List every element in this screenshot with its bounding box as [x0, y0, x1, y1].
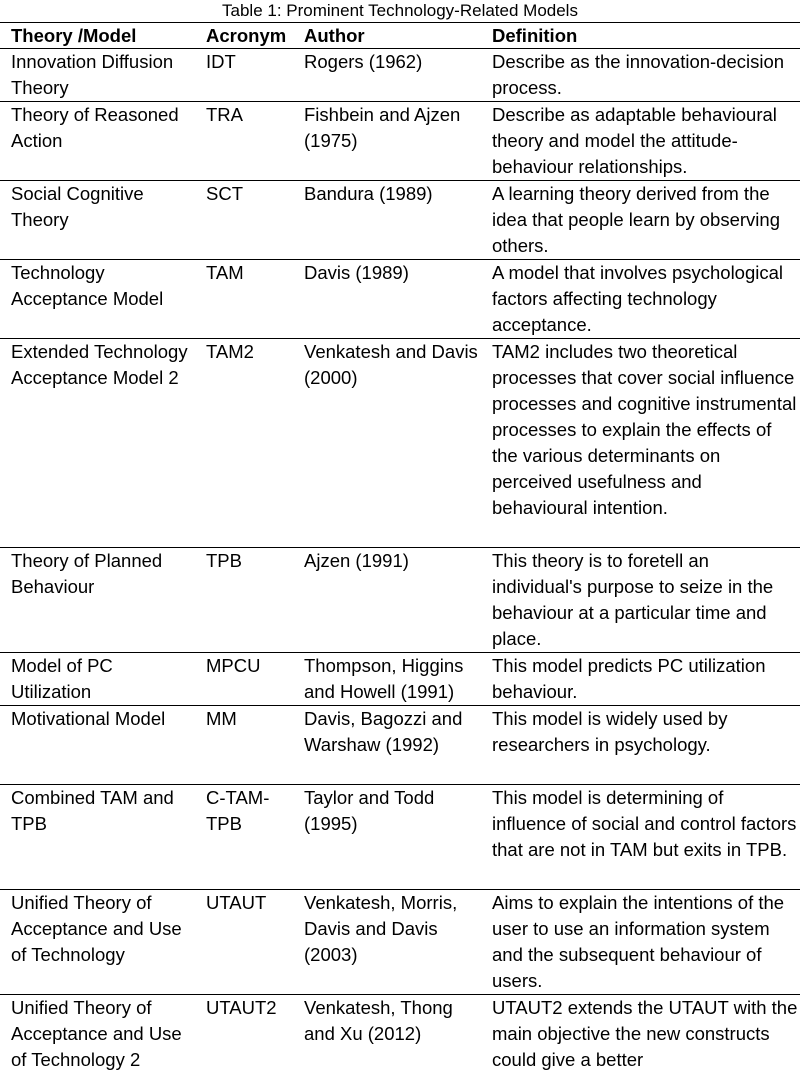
header-author: Author [294, 23, 482, 49]
cell-theory: Theory of Planned Behaviour [0, 548, 196, 653]
table-row [0, 548, 800, 653]
table-row [0, 102, 800, 181]
table-row [0, 785, 800, 890]
header-acronym: Acronym [196, 23, 294, 49]
cell-author: Fishbein and Ajzen (1975) [294, 102, 482, 181]
cell-theory: Motivational Model [0, 706, 196, 785]
cell-acronym: TPB [196, 548, 294, 653]
header-theory-model: Theory /Model [0, 23, 196, 49]
cell-acronym: TAM [196, 260, 294, 339]
cell-author: Davis, Bagozzi and Warshaw (1992) [294, 706, 482, 785]
cell-author: Ajzen (1991) [294, 548, 482, 653]
cell-theory: Theory of Reasoned Action [0, 102, 196, 181]
table-caption: Table 1: Prominent Technology-Related Models [0, 0, 800, 22]
cell-definition: UTAUT2 extends the UTAUT with the main objective the new constructs could give a better [482, 995, 800, 1073]
header-definition: Definition [482, 23, 800, 49]
cell-acronym: IDT [196, 49, 294, 102]
cell-theory: Unified Theory of Acceptance and Use of Technology 2 [0, 995, 196, 1073]
table-row [0, 890, 800, 995]
table-row [0, 181, 800, 260]
table-row [0, 260, 800, 339]
cell-author: Davis (1989) [294, 260, 482, 339]
cell-theory: Unified Theory of Acceptance and Use of Technology [0, 890, 196, 995]
cell-author: Thompson, Higgins and Howell (1991) [294, 653, 482, 706]
cell-definition: Aims to explain the intentions of the user to use an information system and the subsequent behaviour of users. [482, 890, 800, 995]
cell-author: Venkatesh, Morris, Davis and Davis (2003) [294, 890, 482, 995]
cell-acronym: TAM2 [196, 339, 294, 548]
models-table [0, 22, 800, 1073]
cell-definition: This model is widely used by researchers in psychology. [482, 706, 800, 785]
cell-author: Venkatesh, Thong and Xu (2012) [294, 995, 482, 1073]
cell-author: Venkatesh and Davis (2000) [294, 339, 482, 548]
cell-theory: Model of PC Utilization [0, 653, 196, 706]
cell-acronym: C-TAM-TPB [196, 785, 294, 890]
cell-theory: Innovation Diffusion Theory [0, 49, 196, 102]
cell-acronym: MPCU [196, 653, 294, 706]
table-header-row [0, 23, 800, 49]
cell-theory: Technology Acceptance Model [0, 260, 196, 339]
table-row [0, 706, 800, 785]
cell-theory: Social Cognitive Theory [0, 181, 196, 260]
cell-acronym: SCT [196, 181, 294, 260]
cell-author: Taylor and Todd (1995) [294, 785, 482, 890]
cell-definition: Describe as adaptable behavioural theory and model the attitude-behaviour relationships. [482, 102, 800, 181]
cell-definition: TAM2 includes two theoretical processes that cover social influence processes and cognitive instrumental processes to explain the effects of the various determinants on perceived usefulness and behavioural intention. [482, 339, 800, 548]
cell-definition: Describe as the innovation-decision process. [482, 49, 800, 102]
cell-author: Bandura (1989) [294, 181, 482, 260]
cell-acronym: UTAUT [196, 890, 294, 995]
cell-acronym: UTAUT2 [196, 995, 294, 1073]
cell-theory: Extended Technology Acceptance Model 2 [0, 339, 196, 548]
cell-definition: A learning theory derived from the idea that people learn by observing others. [482, 181, 800, 260]
cell-definition: This model predicts PC utilization behaviour. [482, 653, 800, 706]
table-row [0, 995, 800, 1073]
cell-definition: A model that involves psychological factors affecting technology acceptance. [482, 260, 800, 339]
cell-acronym: TRA [196, 102, 294, 181]
table-row [0, 339, 800, 548]
table-row [0, 653, 800, 706]
table-row [0, 49, 800, 102]
cell-theory: Combined TAM and TPB [0, 785, 196, 890]
cell-definition: This model is determining of influence of social and control factors that are not in TAM but exits in TPB. [482, 785, 800, 890]
cell-author: Rogers (1962) [294, 49, 482, 102]
cell-acronym: MM [196, 706, 294, 785]
cell-definition: This theory is to foretell an individual's purpose to seize in the behaviour at a particular time and place. [482, 548, 800, 653]
